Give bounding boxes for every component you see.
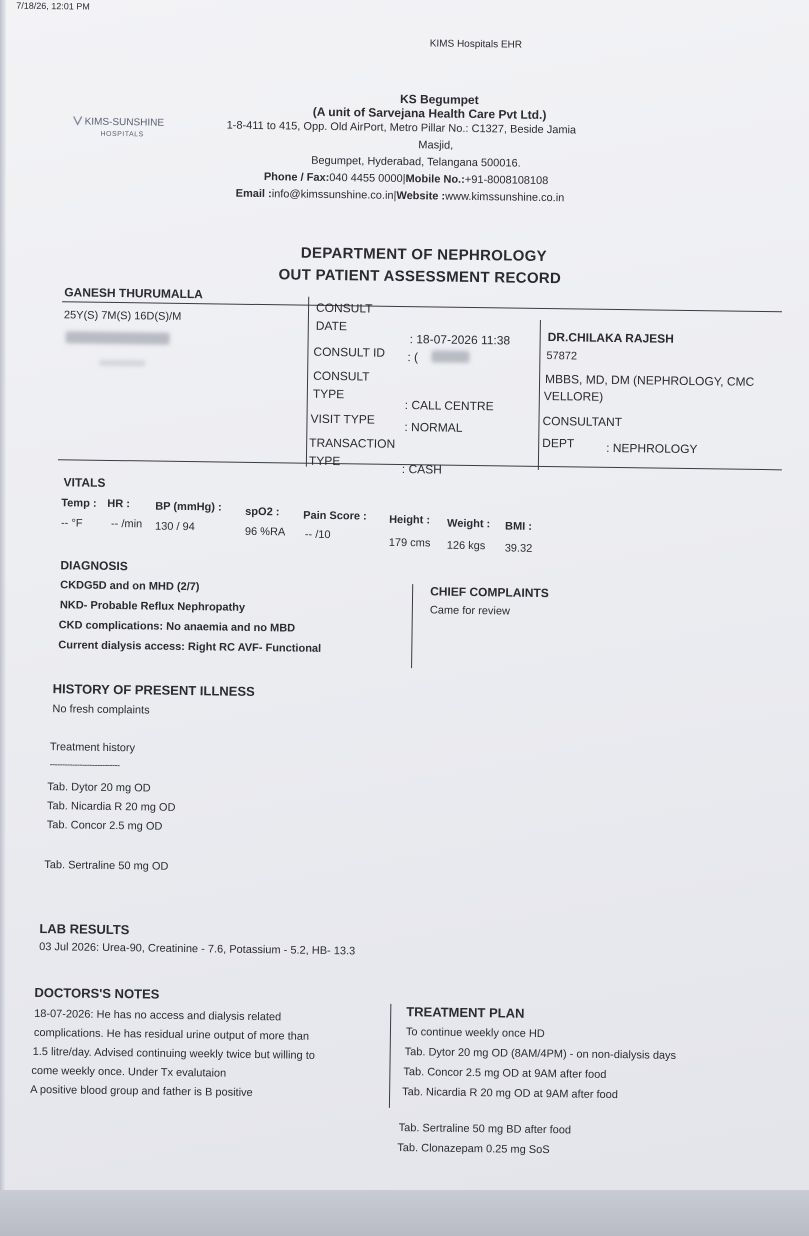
vitals-hr-label: HR : xyxy=(107,497,131,511)
doctors-notes-line-1: 18-07-2026: He has no access and dialysis related xyxy=(34,1007,282,1024)
vitals-bmi-value: 39.32 xyxy=(504,542,533,555)
vitals-pain-label: Pain Score : xyxy=(303,509,367,523)
email-value: info@kimssunshine.co.in| xyxy=(271,188,397,202)
department-title: DEPARTMENT OF NEPHROLOGY xyxy=(300,244,548,266)
lab-results-heading: LAB RESULTS xyxy=(39,920,130,938)
redacted-consult-id xyxy=(431,350,469,363)
mobile-value: +91-8008108108 xyxy=(464,173,549,188)
record-title: OUT PATIENT ASSESSMENT RECORD xyxy=(278,266,562,288)
vitals-spo2-label: spO2 : xyxy=(245,505,280,519)
vitals-height-value: 179 cms xyxy=(388,536,431,550)
doctor-qualification-2: VELLORE) xyxy=(543,388,604,404)
doctors-notes-heading: DOCTORS'S NOTES xyxy=(34,984,160,1002)
treatment-history-med-2: Tab. Nicardia R 20 mg OD xyxy=(47,800,176,814)
page-bottom-edge xyxy=(0,1190,809,1236)
phone-value: 040 4455 0000| xyxy=(329,171,406,186)
doctors-notes-line-3: 1.5 litre/day. Advised continuing weekly twice but willing to xyxy=(32,1045,315,1062)
consult-type-label-2: TYPE xyxy=(312,386,345,402)
doctor-dept-value: : NEPHROLOGY xyxy=(606,440,698,457)
treatment-plan-line-2: Tab. Dytor 20 mg OD (8AM/4PM) - on non-dialysis days xyxy=(404,1046,677,1062)
doctor-name: DR.CHILAKA RAJESH xyxy=(547,330,675,346)
treatment-history-med-4: Tab. Sertraline 50 mg OD xyxy=(44,859,169,873)
hospital-address-1: 1-8-411 to 415, Opp. Old AirPort, Metro Pillar No.: C1327, Beside Jamia xyxy=(226,119,577,137)
vitals-bp-label: BP (mmHg) : xyxy=(155,500,222,514)
treatment-history-med-3: Tab. Concor 2.5 mg OD xyxy=(46,819,163,833)
logo-icon xyxy=(73,115,83,125)
consult-type-label-1: CONSULT xyxy=(313,368,370,384)
transaction-type-label-2: TYPE xyxy=(308,453,341,469)
vitals-weight-label: Weight : xyxy=(446,517,491,531)
visit-type-label: VISIT TYPE xyxy=(310,411,375,427)
redacted-patient-info xyxy=(99,360,145,367)
treatment-plan-extra-2: Tab. Clonazepam 0.25 mg SoS xyxy=(397,1142,550,1157)
vitals-height-label: Height : xyxy=(389,513,431,527)
website-label: Website : xyxy=(396,189,446,203)
print-timestamp: 7/18/26, 12:01 PM xyxy=(16,0,90,12)
treatment-history-heading: Treatment history xyxy=(49,741,136,755)
diagnosis-line-1: CKDG5D and on MHD (2/7) xyxy=(60,579,200,594)
vitals-bp-value: 130 / 94 xyxy=(154,520,195,534)
treatment-plan-line-3: Tab. Concor 2.5 mg OD at 9AM after food xyxy=(403,1066,607,1081)
ehr-title: KIMS Hospitals EHR xyxy=(429,38,523,51)
mobile-label: Mobile No.: xyxy=(405,173,465,186)
treatment-plan-line-4: Tab. Nicardia R 20 mg OD at 9AM after food xyxy=(402,1086,619,1102)
diagnosis-line-2: NKD- Probable Reflux Nephropathy xyxy=(59,599,246,614)
redacted-patient-id xyxy=(66,331,170,344)
consult-id-value: : ( xyxy=(407,350,419,365)
diagnosis-heading: DIAGNOSIS xyxy=(60,558,128,574)
hospital-logo xyxy=(72,115,164,140)
hospital-address-2: Masjid, xyxy=(418,139,454,152)
notes-divider xyxy=(389,1004,391,1108)
treatment-plan-line-1: To continue weekly once HD xyxy=(405,1026,545,1041)
vitals-heading: VITALS xyxy=(63,475,106,490)
diagnosis-divider xyxy=(411,584,413,668)
hospital-unit: (A unit of Sarvejana Health Care Pvt Ltd.) xyxy=(312,104,547,122)
patient-age-gender: 25Y(S) 7M(S) 16D(S)/M xyxy=(63,309,182,323)
hospital-phone-line xyxy=(264,171,549,187)
diagnosis-line-3: CKD complications: No anaemia and no MBD xyxy=(58,619,296,635)
doctor-dept-label: DEPT xyxy=(542,435,575,451)
doctors-notes-line-4: come weekly once. Under Tx evalutaion xyxy=(31,1064,227,1080)
doctor-qualification-1: MBBS, MD, DM (NEPHROLOGY, CMC xyxy=(545,372,755,389)
chief-complaints-text: Came for review xyxy=(429,604,511,618)
lab-results-text: 03 Jul 2026: Urea-90, Creatinine - 7.6, Potassium - 5.2, HB- 13.3 xyxy=(39,940,356,958)
vitals-temp-label: Temp : xyxy=(61,497,97,510)
history-heading: HISTORY OF PRESENT ILLNESS xyxy=(52,681,255,699)
transaction-type-value: : CASH xyxy=(401,462,442,477)
consult-date-label-2: DATE xyxy=(315,318,348,334)
doctors-notes-line-2: complications. He has residual urine output of more than xyxy=(33,1026,310,1043)
vitals-weight-value: 126 kgs xyxy=(446,539,486,553)
doctors-notes-line-5: A positive blood group and father is B positive xyxy=(30,1083,253,1099)
consult-id-label: CONSULT ID xyxy=(313,344,386,360)
doctor-id: 57872 xyxy=(546,350,578,363)
transaction-type-label-1: TRANSACTION xyxy=(309,435,396,451)
website-value: www.kimssunshine.co.in xyxy=(445,190,565,205)
vitals-pain-value: -- /10 xyxy=(304,528,331,542)
vitals-bmi-label: BMI : xyxy=(504,520,533,533)
hospital-name: KS Begumpet xyxy=(399,91,479,108)
vitals-hr-value: -- /min xyxy=(110,517,143,531)
visit-type-value: : NORMAL xyxy=(404,420,463,435)
hospital-email-line xyxy=(236,188,565,205)
vitals-temp-value: -- °F xyxy=(60,517,83,530)
email-label: Email : xyxy=(235,187,272,201)
hospital-address-3: Begumpet, Hyderabad, Telangana 500016. xyxy=(311,154,521,170)
logo-line2: HOSPITALS xyxy=(100,130,144,139)
treatment-plan-extra-1: Tab. Sertraline 50 mg BD after food xyxy=(398,1122,572,1137)
consult-date-label-1: CONSULT xyxy=(315,300,373,316)
doctor-role: CONSULTANT xyxy=(542,413,623,430)
box-divider-right xyxy=(538,320,541,470)
logo-line1: KIMS-SUNSHINE xyxy=(84,116,165,129)
vitals-spo2-value: 96 %RA xyxy=(244,525,286,539)
consult-date-value: : 18-07-2026 11:38 xyxy=(409,332,511,348)
diagnosis-line-4: Current dialysis access: Right RC AVF- Functional xyxy=(58,639,322,655)
phone-label: Phone / Fax: xyxy=(263,171,330,184)
treatment-history-divider: ---------------------------- xyxy=(49,759,120,771)
consult-type-value: : CALL CENTRE xyxy=(404,398,494,414)
patient-name: GANESH THURUMALLA xyxy=(64,285,204,302)
chief-complaints-heading: CHIEF COMPLAINTS xyxy=(430,584,549,601)
history-text: No fresh complaints xyxy=(52,703,150,717)
treatment-history-med-1: Tab. Dytor 20 mg OD xyxy=(47,781,151,795)
treatment-plan-heading: TREATMENT PLAN xyxy=(406,1004,525,1021)
